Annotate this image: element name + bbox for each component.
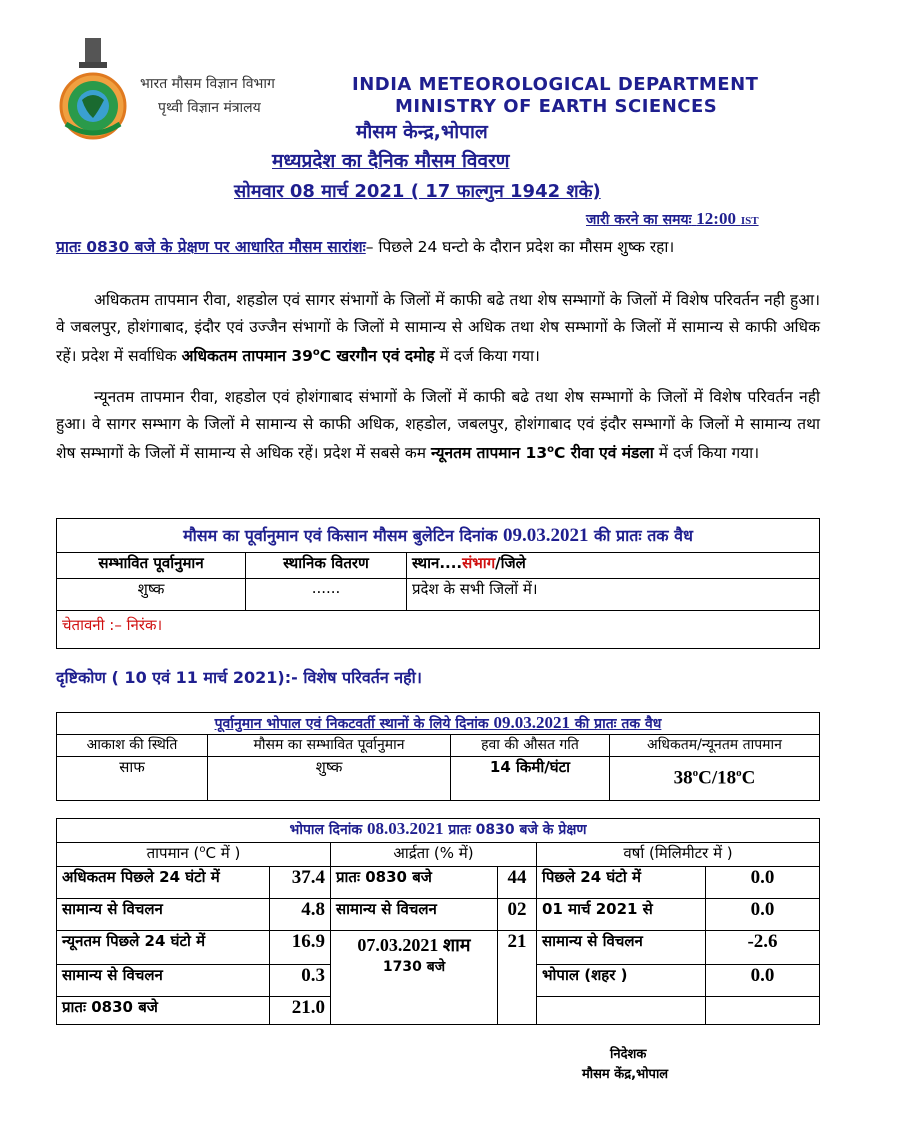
temp-header — [57, 843, 331, 867]
humidity-evening-date: 07.03.2021 शाम — [357, 935, 471, 955]
forecast-title — [57, 519, 820, 553]
rain-header: वर्षा (मिलिमीटर में ) — [537, 843, 820, 867]
degree-symbol: o — [312, 347, 320, 358]
sky-condition: साफ — [57, 757, 208, 801]
unit-celsius: C — [741, 767, 756, 789]
bhopal-forecast-table — [56, 712, 820, 801]
summary-intro-text: – पिछले 24 घन्टो के दौरान प्रदेश का मौसम शुष्क रहा। — [365, 238, 675, 256]
rain-label: सामान्य से विचलन — [537, 931, 706, 965]
humidity-label: प्रातः 0830 बजे — [331, 867, 498, 899]
rain-value: 0.0 — [706, 965, 820, 997]
observations-table — [56, 818, 820, 1025]
outlook: दृष्टिकोण ( 10 एवं 11 मार्च 2021):- विशेष परिवर्तन नही। — [56, 668, 422, 687]
rain-value: 0.0 — [706, 867, 820, 899]
rain-label: 01 मार्च 2021 से — [537, 899, 706, 931]
district-label: /जिले — [495, 554, 526, 572]
temp-min: 18 — [717, 767, 737, 789]
humidity-value: 02 — [498, 899, 537, 931]
observations-title — [57, 819, 820, 843]
degree-symbol: o — [736, 767, 742, 780]
humidity-header: आर्द्रता (% में) — [331, 843, 537, 867]
ministry-name: MINISTRY OF EARTH SCIENCES — [395, 96, 718, 117]
bhopal-forecast-title — [57, 713, 820, 735]
temp-head-unit: C में ) — [205, 844, 241, 862]
imd-emblem — [52, 38, 134, 142]
centre-name: मौसम केन्द्र,भोपाल — [356, 121, 488, 143]
max-min-temp: 38$^o$C/18$^o$C — [610, 757, 820, 801]
forecast-title-text: मौसम का पूर्वानुमान एवं किसान मौसम बुलेटिन दिनांक — [183, 526, 498, 545]
degree-symbol: o — [547, 444, 554, 455]
humidity-value: 21 — [498, 931, 537, 1025]
bhopal-col-header: अधिकतम/न्यूनतम तापमान — [610, 735, 820, 757]
min-temp-text: न्यूनतम तापमान रीवा, शहडोल एवं होशंगाबाद संभागों के जिलों में काफी बढे तथा शेष सम्भागों के जिलों में विशेष परिवर्तन नही हुआ। वे सागर सम्भाग के जिलों मे सामान्य से काफी अधिक, शहडोल, जबलपुर, होशंगाबाद एवं इंदौर सम्भागों के जिलों मे सामान्य तथा शेष सम्भागों के जिलों में सामान्य से अधिक रहें। प्रदेश में सबसे कम — [56, 388, 820, 463]
bhopal-title-date: 09.03.2021 — [493, 713, 570, 732]
rain-empty-cell — [706, 997, 820, 1025]
rain-empty-cell — [537, 997, 706, 1025]
temp-value: 16.9 — [270, 931, 331, 965]
summary-heading: प्रातः 0830 बजे के प्रेक्षण पर आधारित मौसम सारांशः — [56, 238, 366, 256]
temp-label: प्रातः 0830 बजे — [57, 997, 270, 1025]
obs-title-suffix: प्रातः 0830 बजे के प्रेक्षण — [448, 822, 587, 838]
warning: चेतावनी :– निरंक। — [57, 611, 820, 649]
humidity-evening-label — [331, 931, 498, 1025]
issue-label: जारी करने का समयः — [586, 212, 692, 228]
max-temp-end: में दर्ज किया गया। — [439, 347, 540, 366]
hindi-ministry-name: पृथ्वी विज्ञान मंत्रालय — [158, 100, 261, 116]
bhopal-col-header: मौसम का सम्भावित पूर्वानुमान — [208, 735, 451, 757]
obs-title-text: भोपाल दिनांक — [289, 822, 363, 838]
issue-time — [586, 209, 759, 229]
bhopal-title-text: पूर्वानुमान भोपाल एवं निकटवर्ती स्थानों के लिये दिनांक — [214, 716, 489, 732]
division-label: संभाग — [462, 554, 496, 572]
forecast-col-header-location — [407, 553, 820, 579]
issue-tz: IST — [740, 215, 759, 227]
unit-celsius: C — [698, 767, 712, 789]
summary-max-temp — [56, 287, 820, 370]
forecast-distribution: ...... — [246, 579, 407, 611]
temp-label: न्यूनतम पिछले 24 घंटो में — [57, 931, 270, 965]
forecast-locations: प्रदेश के सभी जिलों में। — [407, 579, 820, 611]
rain-label: भोपाल (शहर ) — [537, 965, 706, 997]
temp-value: 0.3 — [270, 965, 331, 997]
dept-name: INDIA METEOROLOGICAL DEPARTMENT — [352, 74, 759, 95]
temp-label: सामान्य से विचलन — [57, 965, 270, 997]
forecast-title-suffix: की प्रातः तक वैध — [594, 526, 693, 545]
max-temp-text: अधिकतम तापमान रीवा, शहडोल एवं सागर संभागों के जिलों में काफी बढे तथा शेष सम्भागों के जिलों में विशेष परिवर्तन नही हुआ। वे जबलपुर, होशंगाबाद, इंदौर एवं उज्जैन संभागों के जिलों मे सामान्य से अधिक तथा शेष सम्भागों के जिलों में सामान्य से काफी अधिक रहें। प्रदेश में सर्वाधिक — [56, 291, 820, 366]
forecast-col-header: सम्भावित पूर्वानुमान — [57, 553, 246, 579]
bhopal-col-header: आकाश की स्थिति — [57, 735, 208, 757]
humidity-value: 44 — [498, 867, 537, 899]
summary-intro — [56, 234, 820, 261]
rain-value: 0.0 — [706, 899, 820, 931]
temp-max: 38 — [673, 767, 693, 789]
temp-value: 21.0 — [270, 997, 331, 1025]
humidity-label: सामान्य से विचलन — [331, 899, 498, 931]
signature-office: मौसम केंद्र,भोपाल — [582, 1067, 669, 1082]
temp-label: सामान्य से विचलन — [57, 899, 270, 931]
bhopal-col-header: हवा की औसत गति — [451, 735, 610, 757]
humidity-evening-time: 1730 बजे — [382, 959, 446, 975]
forecast-value: शुष्क — [57, 579, 246, 611]
forecast-title-date: 09.03.2021 — [502, 525, 589, 546]
rain-value: -2.6 — [706, 931, 820, 965]
min-temp-bold: न्यूनतम तापमान 13 — [430, 444, 548, 463]
weather-forecast: शुष्क — [208, 757, 451, 801]
wind-speed: 14 किमी/घंटा — [451, 757, 610, 801]
issue-time-value: 12:00 — [696, 209, 736, 228]
summary-min-temp — [56, 384, 820, 467]
min-temp-station: C रीवा एवं मंडला — [554, 444, 654, 463]
location-label: स्थान.... — [412, 554, 463, 572]
min-temp-end: में दर्ज किया गया। — [658, 444, 760, 463]
temp-value: 4.8 — [270, 899, 331, 931]
temp-value: 37.4 — [270, 867, 331, 899]
max-temp-station: C खरगौन एवं दमोह — [319, 347, 435, 366]
degree-symbol: o — [199, 844, 206, 855]
bhopal-title-suffix: की प्रातः तक वैध — [574, 716, 662, 732]
rain-label: पिछले 24 घंटो में — [537, 867, 706, 899]
forecast-table — [56, 518, 820, 649]
temp-head-text: तापमान ( — [146, 844, 200, 862]
report-title: मध्यप्रदेश का दैनिक मौसम विवरण — [272, 150, 510, 172]
max-temp-bold: अधिकतम तापमान 39 — [181, 347, 313, 366]
obs-title-date: 08.03.2021 — [367, 819, 444, 838]
degree-symbol: o — [692, 767, 699, 780]
date-line: सोमवार 08 मार्च 2021 ( 17 फाल्गुन 1942 शके) — [234, 181, 601, 202]
signature-title: निदेशक — [610, 1047, 647, 1062]
forecast-col-header: स्थानिक वितरण — [246, 553, 407, 579]
hindi-dept-name: भारत मौसम विज्ञान विभाग — [140, 76, 275, 92]
temp-label: अधिकतम पिछले 24 घंटो में — [57, 867, 270, 899]
